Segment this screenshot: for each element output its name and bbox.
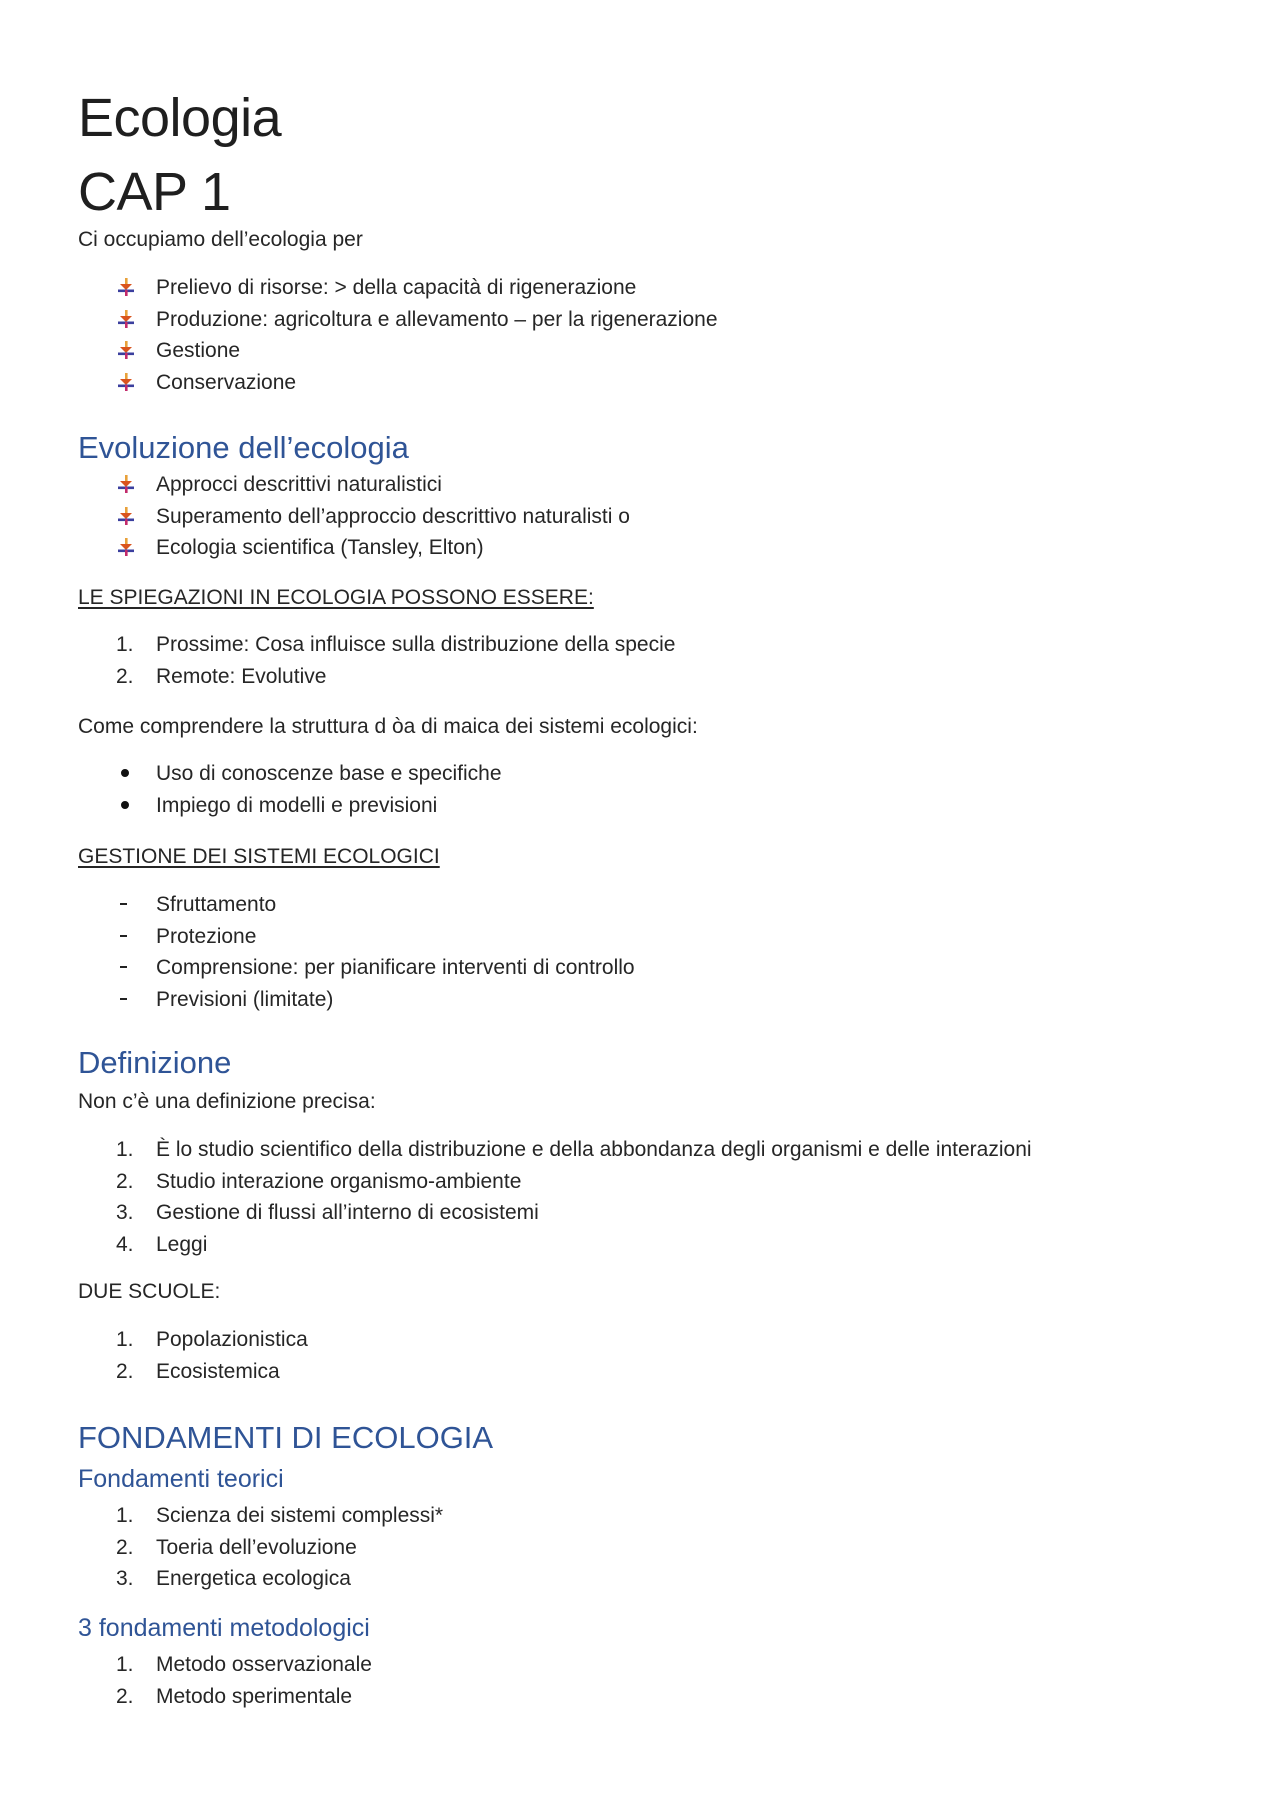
struttura-text: Come comprendere la struttura d òa di maica dei sistemi ecologici: bbox=[78, 715, 698, 738]
list-item: 2. Studio interazione organismo-ambiente bbox=[116, 1169, 522, 1193]
section-heading-definizione: Definizione bbox=[78, 1045, 232, 1080]
list-item: Impiego di modelli e previsioni bbox=[78, 790, 502, 822]
bullet-dot-icon bbox=[121, 801, 129, 809]
list-item: Sfruttamento bbox=[78, 889, 635, 921]
list-item: Superamento dell’approccio descrittivo naturalisti o bbox=[78, 501, 630, 533]
struttura-bullet-list bbox=[78, 758, 502, 822]
list-item: Conservazione bbox=[78, 367, 718, 399]
list-item: 1. Metodo osservazionale bbox=[116, 1653, 372, 1676]
evoluzione-bullet-list bbox=[78, 469, 630, 564]
intro-text: Ci occupiamo dell’ecologia per bbox=[78, 228, 363, 251]
section-heading-fondamenti: FONDAMENTI DI ECOLOGIA bbox=[78, 1420, 494, 1455]
list-item: 1. Scienza dei sistemi complessi* bbox=[116, 1504, 444, 1527]
arrow-bullet-icon bbox=[116, 309, 136, 329]
gestione-label: GESTIONE DEI SISTEMI ECOLOGICI bbox=[78, 845, 440, 868]
definizione-numbered-list bbox=[78, 1134, 1032, 1260]
scuole-label: DUE SCUOLE: bbox=[78, 1280, 221, 1303]
list-item: Produzione: agricoltura e allevamento – per la rigenerazione bbox=[78, 304, 718, 336]
list-item: Uso di conoscenze base e specifiche bbox=[78, 758, 502, 790]
list-item: Previsioni (limitate) bbox=[78, 984, 635, 1016]
list-item: 2. Remote: Evolutive bbox=[116, 664, 327, 688]
list-item: 2. Ecosistemica bbox=[116, 1359, 280, 1383]
list-item: 2. Toeria dell’evoluzione bbox=[116, 1535, 357, 1559]
arrow-bullet-icon bbox=[116, 372, 136, 392]
list-item: 1. Prossime: Cosa influisce sulla distribuzione della specie bbox=[116, 633, 676, 656]
dash-bullet-icon bbox=[120, 935, 127, 937]
teorici-numbered-list bbox=[78, 1500, 443, 1595]
list-item: Approcci descrittivi naturalistici bbox=[78, 469, 630, 501]
list-item: Ecologia scientifica (Tansley, Elton) bbox=[78, 532, 630, 564]
list-item: 1. Popolazionistica bbox=[116, 1328, 308, 1351]
arrow-bullet-icon bbox=[116, 537, 136, 557]
list-item: Gestione bbox=[78, 335, 718, 367]
list-item: 2. Metodo sperimentale bbox=[116, 1684, 353, 1708]
scuole-numbered-list bbox=[78, 1324, 308, 1387]
arrow-bullet-icon bbox=[116, 340, 136, 360]
spiegazioni-label: LE SPIEGAZIONI IN ECOLOGIA POSSONO ESSERE: bbox=[78, 586, 594, 609]
list-item: 4. Leggi bbox=[116, 1232, 208, 1256]
arrow-bullet-icon bbox=[116, 506, 136, 526]
dash-bullet-icon bbox=[120, 966, 127, 968]
subheading-fondamenti-metodologici: 3 fondamenti metodologici bbox=[78, 1614, 370, 1642]
section-heading-evoluzione: Evoluzione dell’ecologia bbox=[78, 430, 409, 465]
spiegazioni-numbered-list bbox=[78, 629, 675, 692]
intro-bullet-list bbox=[78, 272, 718, 398]
definizione-intro: Non c’è una definizione precisa: bbox=[78, 1090, 376, 1113]
list-item: 1. È lo studio scientifico della distribuzione e della abbondanza degli organismi e delle interazioni bbox=[116, 1138, 1032, 1161]
chapter-title: CAP 1 bbox=[78, 162, 231, 222]
list-item: Protezione bbox=[78, 921, 635, 953]
arrow-bullet-icon bbox=[116, 277, 136, 297]
metodologici-numbered-list bbox=[78, 1649, 372, 1712]
arrow-bullet-icon bbox=[116, 474, 136, 494]
subheading-fondamenti-teorici: Fondamenti teorici bbox=[78, 1465, 284, 1493]
list-item: Prelievo di risorse: > della capacità di rigenerazione bbox=[78, 272, 718, 304]
bullet-dot-icon bbox=[121, 769, 129, 777]
dash-bullet-icon bbox=[120, 903, 127, 905]
dash-bullet-icon bbox=[120, 998, 127, 1000]
gestione-dash-list bbox=[78, 889, 635, 1015]
list-item: Comprensione: per pianificare interventi di controllo bbox=[78, 952, 635, 984]
list-item: 3. Energetica ecologica bbox=[116, 1567, 351, 1590]
list-item: 3. Gestione di flussi all’interno di ecosistemi bbox=[116, 1201, 539, 1224]
document-title: Ecologia bbox=[78, 88, 282, 148]
